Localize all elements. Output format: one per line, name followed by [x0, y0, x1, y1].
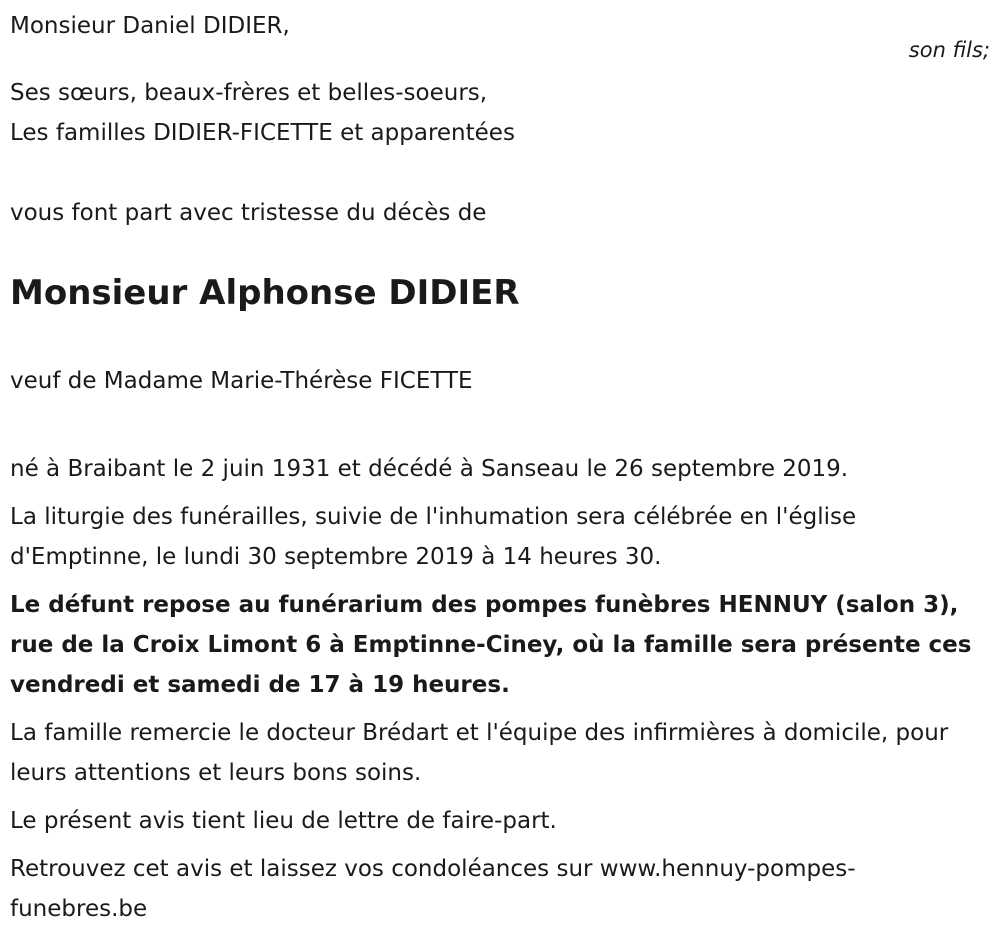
intro-line: vous font part avec tristesse du décès de [10, 200, 487, 226]
widower-line: veuf de Madame Marie-Thérèse FICETTE [10, 368, 473, 394]
siblings-line: Ses sœurs, beaux-frères et belles-soeurs, [10, 80, 488, 106]
deceased-name: Monsieur Alphonse DIDIER [10, 273, 520, 313]
son-relation: son fils; [908, 38, 990, 62]
birth-death-line: né à Braibant le 2 juin 1931 et décédé à Sanseau le 26 septembre 2019. [10, 456, 849, 482]
notice-line: Le présent avis tient lieu de lettre de faire-part. [10, 808, 557, 834]
families-line: Les familles DIDIER-FICETTE et apparentées [10, 120, 515, 146]
thanks-paragraph: La famille remercie le docteur Brédart et l'équipe des infirmières à domicile, pour leurs attentions et leurs bons soins. [10, 720, 949, 786]
son-name: Monsieur Daniel DIDIER, [10, 13, 290, 39]
death-notice [10, 0, 990, 929]
funeral-paragraph: La liturgie des funérailles, suivie de l'inhumation sera célébrée en l'église d'Emptinne, le lundi 30 septembre 2019 à 14 heures 30. [10, 504, 857, 570]
rest-paragraph: Le défunt repose au funérarium des pompes funèbres HENNUY (salon 3), rue de la Croix Limont 6 à Emptinne-Ciney, où la famille sera présente ces vendredi et samedi de 17 à 19 heures. [10, 592, 972, 698]
condolences-paragraph: Retrouvez cet avis et laissez vos condoléances sur www.hennuy-pompes-funebres.be [10, 856, 856, 922]
